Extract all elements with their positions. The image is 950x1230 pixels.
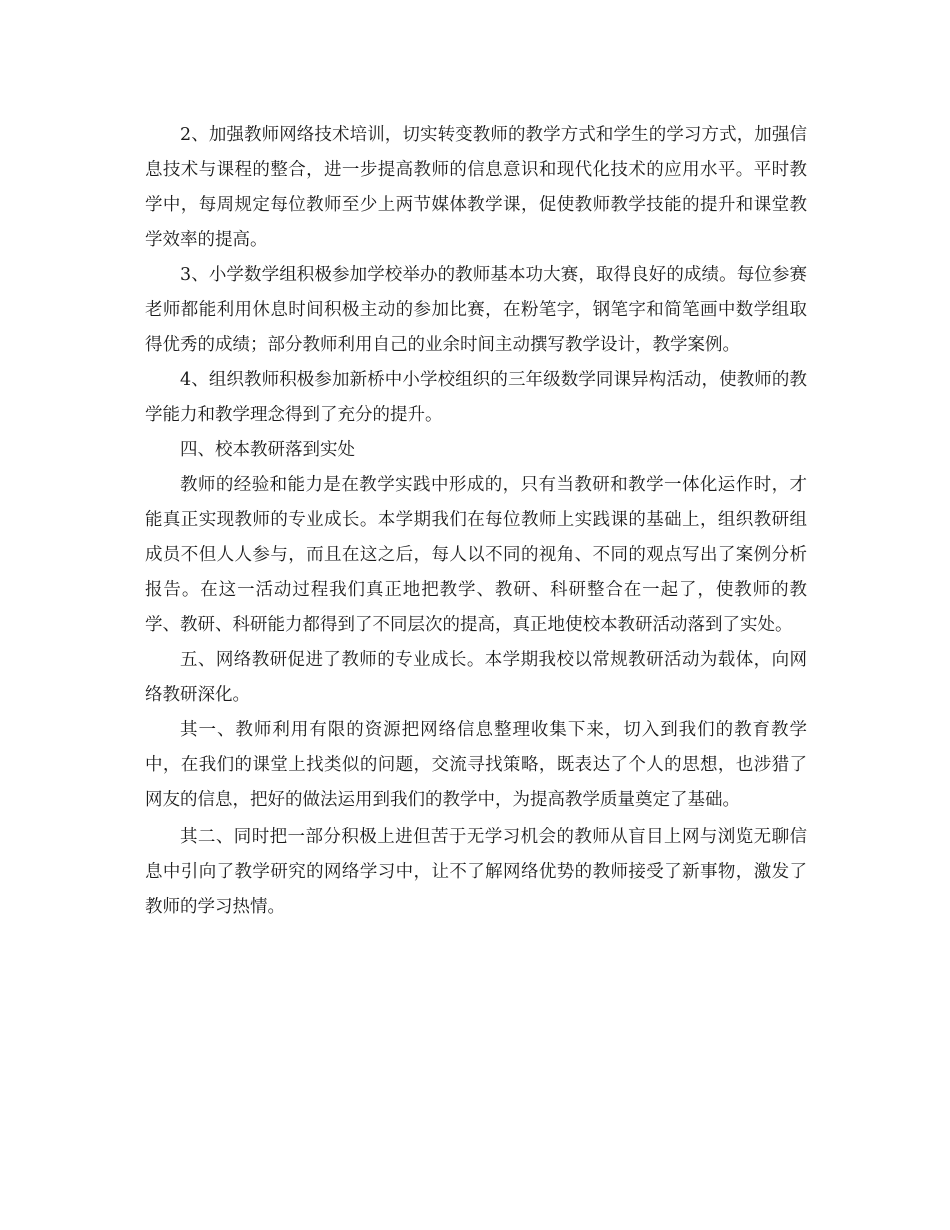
paragraph-same-lesson-activity: 4、组织教师积极参加新桥中小学校组织的三年级数学同课异构活动，使教师的教学能力和教学理念得到了充分的提升。 (145, 370, 807, 425)
paragraph-teacher-network-training: 2、加强教师网络技术培训，切实转变教师的教学方式和学生的学习方式，加强信息技术与课程的整合，进一步提高教师的信息意识和现代化技术的应用水平。平时教学中，每周规定每位教师至少上两节媒体教学课，促使教师教学技能的提升和课堂教学效率的提高。 (145, 125, 807, 250)
paragraph-first-point: 其一、教师利用有限的资源把网络信息整理收集下来，切入到我们的教育教学中，在我们的课堂上找类似的问题，交流寻找策略，既表达了个人的思想，也涉猎了网友的信息，把好的做法运用到我们的教学中，为提高教学质量奠定了基础。 (145, 720, 807, 810)
document-page (145, 118, 807, 925)
paragraph-school-research: 教师的经验和能力是在教学实践中形成的，只有当教研和教学一体化运作时，才能真正实现教师的专业成长。本学期我们在每位教师上实践课的基础上，组织教研组成员不但人人参与，而且在这之后，每人以不同的视角、不同的观点写出了案例分析报告。在这一活动过程我们真正地把教学、教研、科研整合在一起了，使教师的教学、教研、科研能力都得到了不同层次的提高，真正地使校本教研活动落到了实处。 (145, 475, 807, 635)
paragraph-second-point: 其二、同时把一部分积极上进但苦于无学习机会的教师从盲目上网与浏览无聊信息中引向了教学研究的网络学习中，让不了解网络优势的教师接受了新事物，激发了教师的学习热情。 (145, 827, 807, 917)
paragraph-network-research: 五、网络教研促进了教师的专业成长。本学期我校以常规教研活动为载体，向网络教研深化。 (145, 650, 807, 705)
section-heading-school-research: 四、校本教研落到实处 (180, 440, 355, 460)
paragraph-basic-skills-contest: 3、小学数学组积极参加学校举办的教师基本功大赛，取得良好的成绩。每位参赛老师都能利用休息时间积极主动的参加比赛，在粉笔字，钢笔字和简笔画中数学组取得优秀的成绩；部分教师利用自己的业余时间主动撰写教学设计，教学案例。 (145, 265, 807, 355)
